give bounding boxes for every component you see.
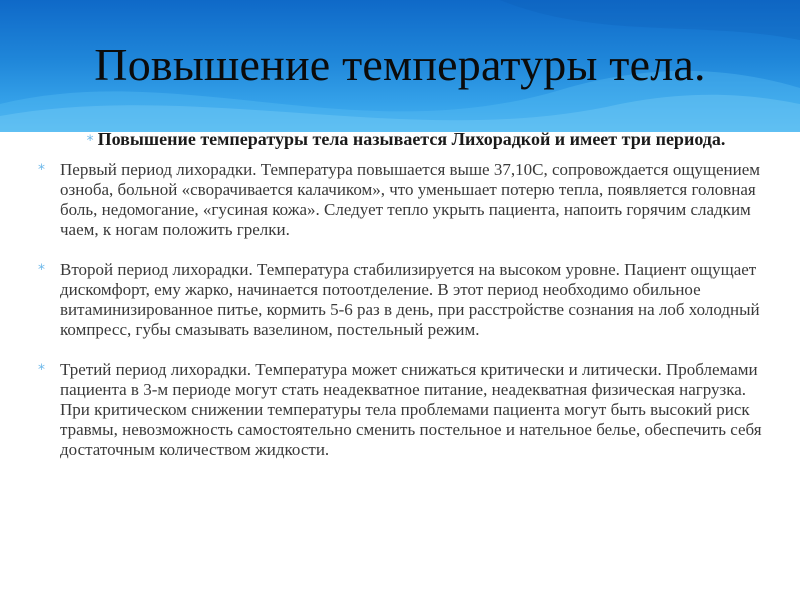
bullet-icon: * (86, 133, 94, 149)
list-item (36, 260, 776, 340)
bullet-icon: * (38, 362, 45, 378)
list-item (36, 160, 776, 240)
slide-body (36, 128, 776, 460)
slide-title: Повышение температуры тела. (94, 39, 706, 90)
lead-text: Повышение температуры тела называется Лихорадкой и имеет три периода. (97, 129, 726, 149)
lead-bullet (36, 128, 776, 152)
bullet-icon: * (38, 262, 45, 278)
bullet-icon: * (38, 162, 45, 178)
list-item (36, 360, 776, 460)
second-period-text: Второй период лихорадки. Температура стабилизируется на высоком уровне. Пациент ощущает дискомфорт, ему жарко, начинается потоотделение. В этот период необходимо обильное витаминизированное питье, кормить 5-6 раз в день, при расстройстве сознания на лоб холодный компресс, губы смазывать вазелином, постельный режим. (60, 260, 760, 339)
title-banner (0, 0, 800, 132)
first-period-text: Первый период лихорадки. Температура повышается выше 37,10С, сопровождается ощущением озноба, больной «сворачивается калачиком», что уменьшает потерю тепла, появляется головная боль, недомогание, «гусиная кожа». Следует тепло укрыть пациента, напоить горячим сладким чаем, к ногам положить грелки. (60, 160, 761, 239)
third-period-text: Третий период лихорадки. Температура может снижаться критически и литически. Проблемами пациента в 3-м периоде могут стать неадекватное питание, неадекватная физическая нагрузка. При критическом снижении температуры тела проблемами пациента могут быть высокий риск травмы, невозможность самостоятельно сменить постельное и нательное белье, обеспечить себя достаточным количеством жидкости. (60, 360, 762, 459)
